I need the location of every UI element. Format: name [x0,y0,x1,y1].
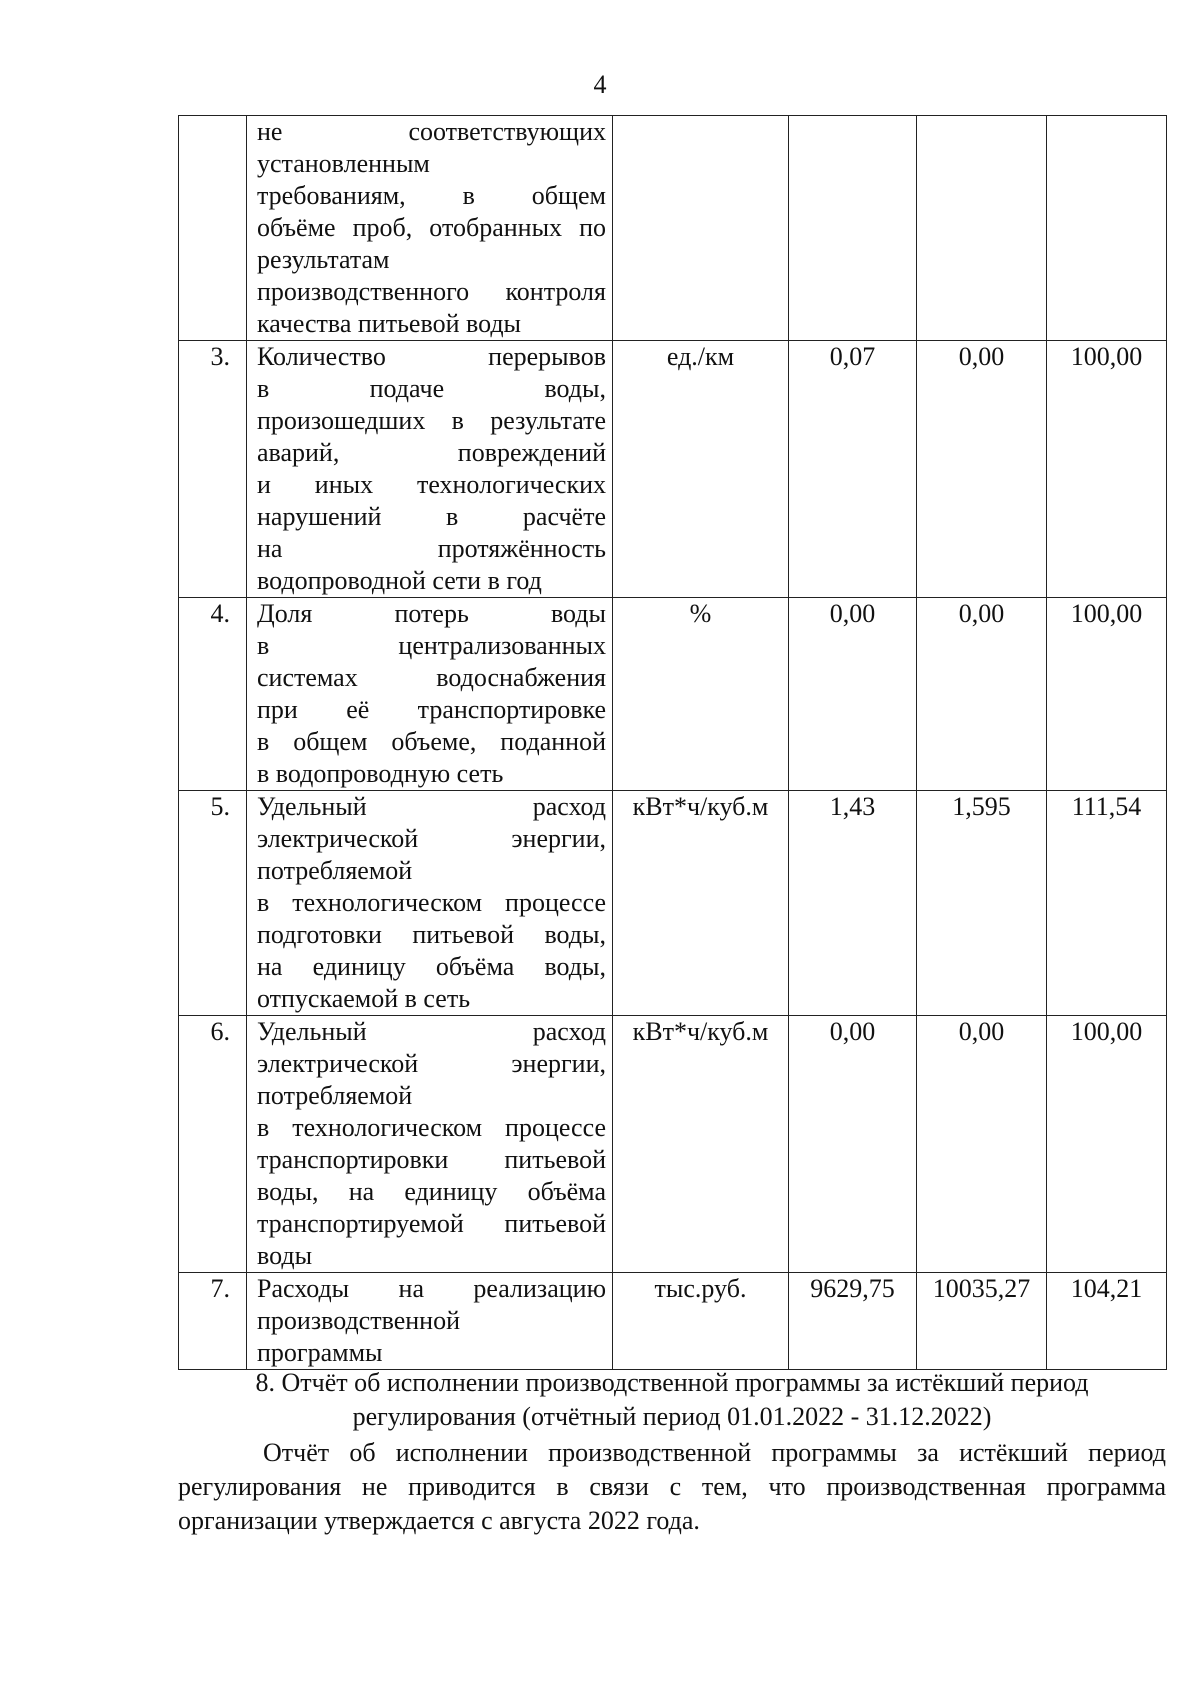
indicators-table [178,115,1167,1370]
fact-value-cell: 10035,27 [917,1273,1047,1370]
indicator-name-line: транспортируемой питьевой [257,1209,606,1238]
indicator-name-line: Удельный расход [257,1017,606,1046]
unit-cell [613,116,789,341]
indicator-name-line: производственной [257,1306,460,1335]
indicator-name-line: объёме проб, отобранных по [257,213,606,242]
indicator-name-line: в технологическом процессе [257,888,606,917]
indicator-name-line: электрической энергии, [257,824,606,853]
unit-cell: кВт*ч/куб.м [613,1016,789,1273]
percent-cell: 100,00 [1047,598,1167,791]
indicator-name-line: подготовки питьевой воды, [257,920,606,949]
page-number: 4 [593,70,607,99]
indicator-name-line: системах водоснабжения [257,663,606,692]
indicator-name-line: программы [257,1338,383,1367]
table-row [179,341,1167,598]
plan-value-cell: 9629,75 [789,1273,917,1370]
table-row [179,1273,1167,1370]
percent-cell: 100,00 [1047,341,1167,598]
plan-value-cell: 0,00 [789,1016,917,1273]
indicator-name-line: произошедших в результате [257,406,606,435]
indicator-name-line: не соответствующих [257,117,606,146]
indicator-name-line: и иных технологических [257,470,606,499]
row-number: 7. [179,1273,247,1370]
indicator-name-line: установленным [257,149,430,178]
plan-value-cell: 0,07 [789,341,917,598]
indicator-name-line: Расходы на реализацию [257,1274,606,1303]
plan-value-cell: 0,00 [789,598,917,791]
plan-value-cell: 1,43 [789,791,917,1016]
row-number [179,116,247,341]
table-row [179,791,1167,1016]
indicator-name-line: Удельный расход [257,792,606,821]
indicator-name-line: в общем объеме, поданной [257,727,606,756]
indicator-name-line: в водопроводную сеть [257,759,504,788]
row-number: 4. [179,598,247,791]
percent-cell: 111,54 [1047,791,1167,1016]
indicator-name-line: в централизованных [257,631,606,660]
indicator-name-line: транспортировки питьевой [257,1145,606,1174]
table-row [179,1016,1167,1273]
fact-value-cell: 0,00 [917,1016,1047,1273]
section-body-text: Отчёт об исполнении производственной программы за истёкший период регулирования не приводится в связи с тем, что производственная программа организации утверждается с августа 2022 года. [178,1438,1166,1535]
row-number: 6. [179,1016,247,1273]
indicators-table-body [179,116,1167,1370]
indicator-name-line: на единицу объёма воды, [257,952,606,981]
indicator-name-line: водопроводной сети в год [257,566,542,595]
row-number: 5. [179,791,247,1016]
indicator-name-line: результатам [257,245,390,274]
percent-cell: 104,21 [1047,1273,1167,1370]
row-number: 3. [179,341,247,598]
unit-cell: тыс.руб. [613,1273,789,1370]
indicator-name-line: воды, на единицу объёма [257,1177,606,1206]
indicator-name-line: отпускаемой в сеть [257,984,471,1013]
plan-value-cell [789,116,917,341]
indicator-name [247,1273,613,1370]
indicator-name-line: производственного контроля [257,277,606,306]
indicator-name-line: воды [257,1241,313,1270]
fact-value-cell [917,116,1047,341]
indicator-name [247,1016,613,1273]
indicator-name-line: нарушений в расчёте [257,502,606,531]
unit-cell: % [613,598,789,791]
indicator-name-line: в технологическом процессе [257,1113,606,1142]
section-heading: 8. Отчёт об исполнении производственной программы за истёкший период регулирования (отчётный период 01.01.2022 - 31.12.2022) [255,1368,1089,1431]
table-row [179,116,1167,341]
indicator-name-line: на протяжённость [257,534,606,563]
unit-cell: кВт*ч/куб.м [613,791,789,1016]
indicator-name-line: Количество перерывов [257,342,606,371]
indicator-name-line: потребляемой [257,1081,413,1110]
fact-value-cell: 1,595 [917,791,1047,1016]
table-row [179,598,1167,791]
indicator-name-line: в подаче воды, [257,374,606,403]
indicator-name-line: Доля потерь воды [257,599,606,628]
percent-cell [1047,116,1167,341]
percent-cell: 100,00 [1047,1016,1167,1273]
indicator-name-line: качества питьевой воды [257,309,522,338]
fact-value-cell: 0,00 [917,341,1047,598]
indicator-name-line: при её транспортировке [257,695,606,724]
indicator-name [247,116,613,341]
indicator-name-line: потребляемой [257,856,413,885]
indicator-name-line: аварий, повреждений [257,438,606,467]
indicator-name [247,341,613,598]
indicator-name [247,791,613,1016]
fact-value-cell: 0,00 [917,598,1047,791]
indicator-name [247,598,613,791]
indicator-name-line: требованиям, в общем [257,181,606,210]
indicator-name-line: электрической энергии, [257,1049,606,1078]
unit-cell: ед./км [613,341,789,598]
